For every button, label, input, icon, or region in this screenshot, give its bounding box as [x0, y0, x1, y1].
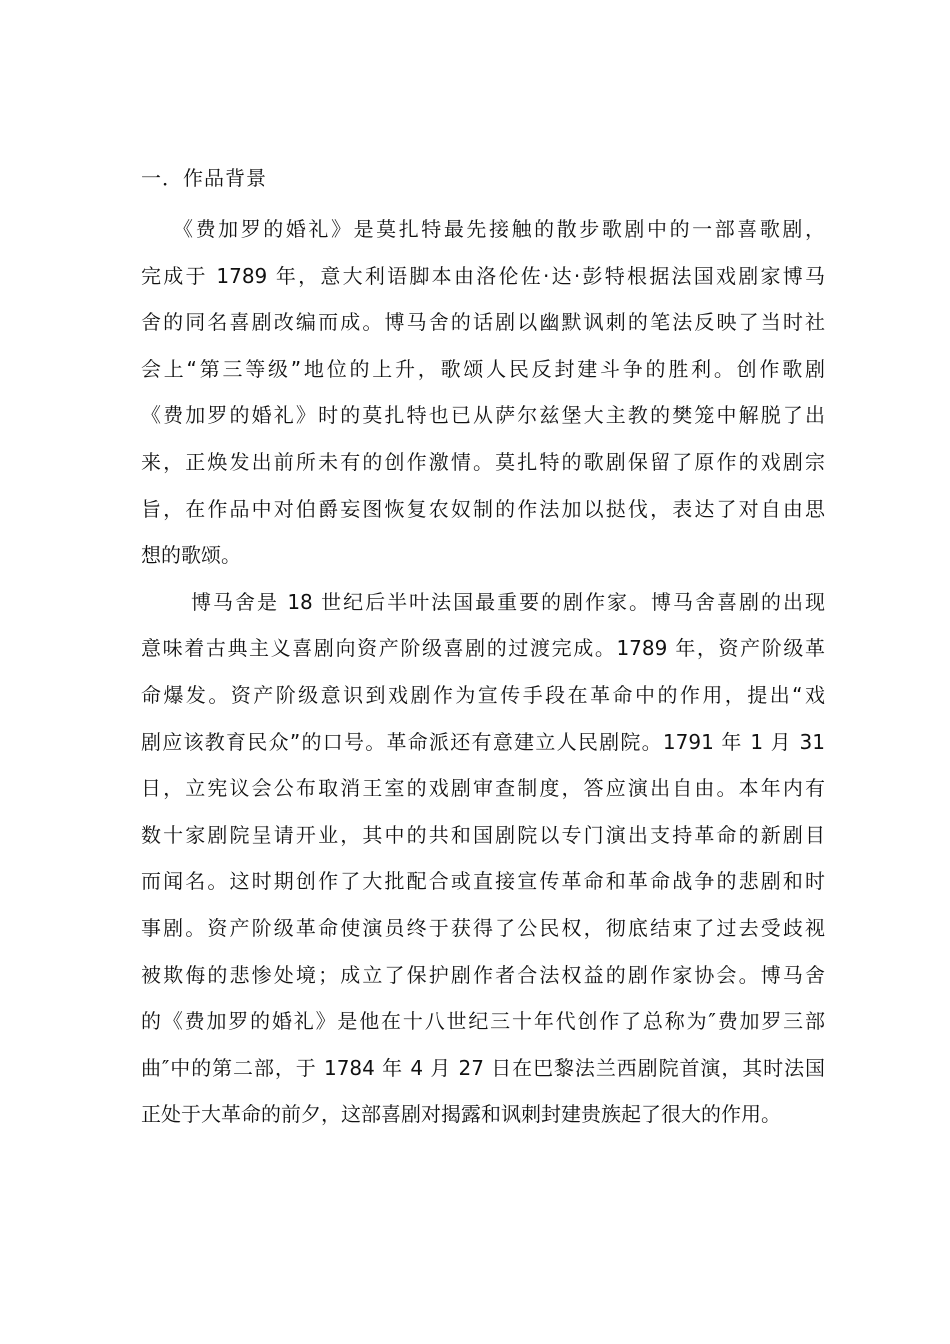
paragraph-line: 日，立宪议会公布取消王室的戏剧审查制度，答应演出自由。本年内有: [141, 776, 825, 801]
paragraph-line: 剧应该教育民众”的口号。革命派还有意建立人民剧院。1791 年 1 月 31: [141, 729, 825, 754]
paragraph-line: 完成于 1789 年，意大利语脚本由洛伦佐·达·彭特根据法国戏剧家博马: [141, 263, 825, 288]
paragraph-line: 来，正焕发出前所未有的创作激情。莫扎特的歌剧保留了原作的戏剧宗: [141, 449, 825, 474]
paragraph-background: [141, 206, 825, 579]
paragraph-line: 命爆发。资产阶级意识到戏剧作为宣传手段在革命中的作用，提出“戏: [141, 682, 825, 707]
paragraph-line: 正处于大革命的前夕，这部喜剧对揭露和讽刺封建贵族起了很大的作用。: [141, 1102, 781, 1127]
paragraph-line: 想的歌颂。: [141, 543, 241, 568]
paragraph-line: 博马舍是 18 世纪后半叶法国最重要的剧作家。博马舍喜剧的出现: [191, 589, 825, 614]
paragraph-line: 曲″中的第二部，于 1784 年 4 月 27 日在巴黎法兰西剧院首演，其时法国: [141, 1055, 825, 1080]
paragraph-line: 旨，在作品中对伯爵妄图恢复农奴制的作法加以挞伐，表达了对自由思: [141, 496, 825, 521]
paragraph-line: 舍的同名喜剧改编而成。博马舍的话剧以幽默讽刺的笔法反映了当时社: [141, 310, 825, 335]
paragraph-line: 被欺侮的悲惨处境；成立了保护剧作者合法权益的剧作家协会。博马舍: [141, 962, 825, 987]
section-heading: 一．作品背景: [141, 166, 267, 190]
paragraph-line: 《费加罗的婚礼》是莫扎特最先接触的散步歌剧中的一部喜歌剧，: [173, 217, 825, 241]
paragraph-line: 的《费加罗的婚礼》是他在十八世纪三十年代创作了总称为″费加罗三部: [141, 1009, 825, 1034]
paragraph-line: 意味着古典主义喜剧向资产阶级喜剧的过渡完成。1789 年，资产阶级革: [141, 636, 825, 661]
paragraph-line: 会上“第三等级”地位的上升，歌颂人民反封建斗争的胜利。创作歌剧: [141, 356, 825, 381]
paragraph-beaumarchais: [141, 579, 825, 1138]
paragraph-line: 《费加罗的婚礼》时的莫扎特也已从萨尔兹堡大主教的樊笼中解脱了出: [141, 403, 825, 428]
document-page: [141, 160, 825, 1138]
paragraph-line: 事剧。资产阶级革命使演员终于获得了公民权，彻底结束了过去受歧视: [141, 915, 825, 940]
paragraph-line: 而闻名。这时期创作了大批配合或直接宣传革命和革命战争的悲剧和时: [141, 869, 825, 894]
paragraph-line: 数十家剧院呈请开业，其中的共和国剧院以专门演出支持革命的新剧目: [141, 822, 825, 847]
